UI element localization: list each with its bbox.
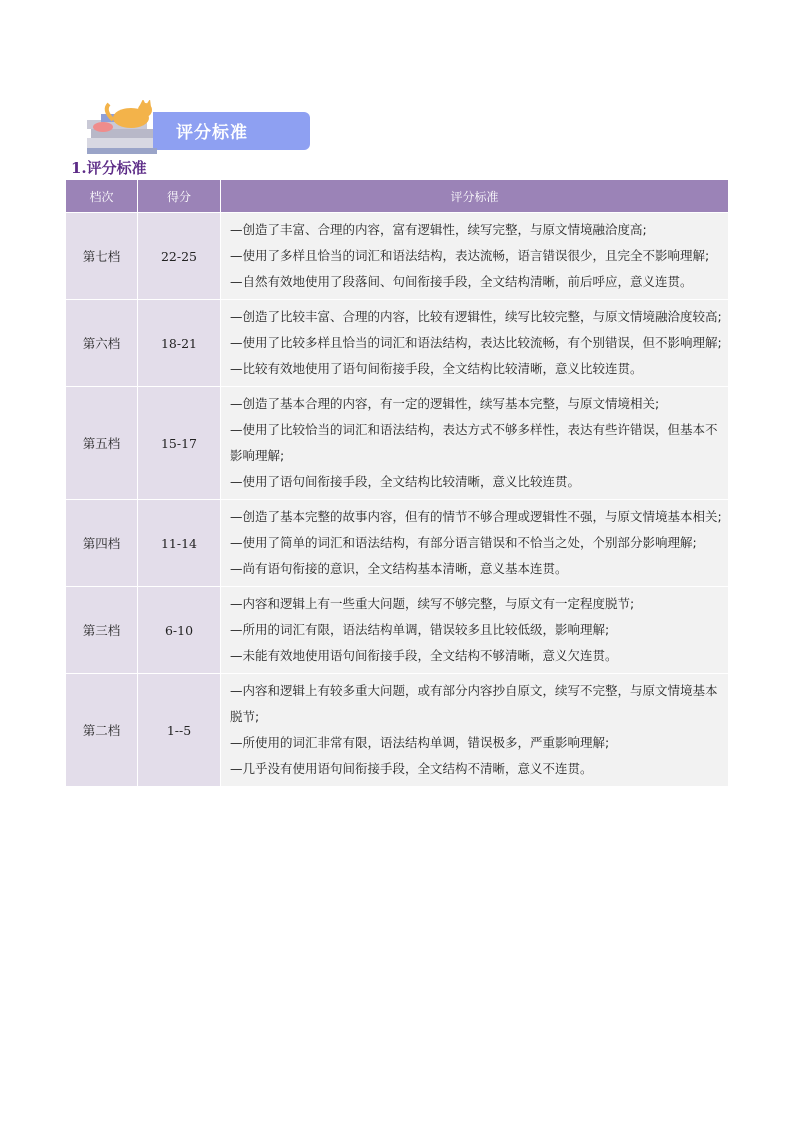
criteria-line: —所用的词汇有限，语法结构单调，错误较多且比较低级，影响理解; bbox=[230, 622, 610, 637]
criteria-line: —尚有语句衔接的意识，全文结构基本清晰，意义基本连贯。 bbox=[230, 561, 568, 576]
criteria-cell bbox=[221, 300, 729, 387]
table-header-row bbox=[66, 180, 729, 213]
banner-title: 评分标准 bbox=[176, 123, 248, 143]
level-cell: 第五档 bbox=[66, 387, 138, 500]
table-row bbox=[66, 387, 729, 500]
criteria-line: —使用了比较恰当的词汇和语法结构，表达方式不够多样性，表达有些许错误，但基本不影响理解; bbox=[230, 422, 718, 463]
criteria-line: —创造了比较丰富、合理的内容，比较有逻辑性，续写比较完整，与原文情境融洽度较高; bbox=[230, 309, 722, 324]
criteria-line: —使用了比较多样且恰当的词汇和语法结构，表达比较流畅，有个别错误，但不影响理解; bbox=[230, 335, 722, 350]
criteria-cell bbox=[221, 387, 729, 500]
level-cell: 第四档 bbox=[66, 500, 138, 587]
criteria-line: —所使用的词汇非常有限，语法结构单调，错误极多，严重影响理解; bbox=[230, 735, 610, 750]
criteria-cell bbox=[221, 674, 729, 787]
criteria-cell bbox=[221, 587, 729, 674]
criteria-line: —使用了语句间衔接手段，全文结构比较清晰，意义比较连贯。 bbox=[230, 474, 581, 489]
criteria-line: —几乎没有使用语句间衔接手段，全文结构不清晰，意义不连贯。 bbox=[230, 761, 593, 776]
score-cell: 22-25 bbox=[138, 213, 221, 300]
criteria-line: —创造了丰富、合理的内容，富有逻辑性，续写完整，与原文情境融洽度高; bbox=[230, 222, 647, 237]
level-cell: 第七档 bbox=[66, 213, 138, 300]
score-cell: 6-10 bbox=[138, 587, 221, 674]
scoring-table bbox=[65, 179, 729, 787]
table-row bbox=[66, 587, 729, 674]
score-cell: 15-17 bbox=[138, 387, 221, 500]
criteria-line: —创造了基本合理的内容，有一定的逻辑性，续写基本完整，与原文情境相关; bbox=[230, 396, 660, 411]
table-row bbox=[66, 674, 729, 787]
table-row bbox=[66, 213, 729, 300]
level-cell: 第三档 bbox=[66, 587, 138, 674]
criteria-line: —创造了基本完整的故事内容，但有的情节不够合理或逻辑性不强，与原文情境基本相关; bbox=[230, 509, 722, 524]
criteria-line: —自然有效地使用了段落间、句间衔接手段，全文结构清晰，前后呼应，意义连贯。 bbox=[230, 274, 693, 289]
criteria-line: —比较有效地使用了语句间衔接手段，全文结构比较清晰，意义比较连贯。 bbox=[230, 361, 643, 376]
criteria-line: —未能有效地使用语句间衔接手段，全文结构不够清晰，意义欠连贯。 bbox=[230, 648, 618, 663]
level-cell: 第六档 bbox=[66, 300, 138, 387]
table-row bbox=[66, 500, 729, 587]
score-cell: 1--5 bbox=[138, 674, 221, 787]
header-criteria: 评分标准 bbox=[221, 180, 729, 213]
criteria-cell bbox=[221, 213, 729, 300]
criteria-line: —使用了简单的词汇和语法结构，有部分语言错误和不恰当之处，个别部分影响理解; bbox=[230, 535, 697, 550]
criteria-line: —内容和逻辑上有一些重大问题，续写不够完整，与原文有一定程度脱节; bbox=[230, 596, 635, 611]
level-cell: 第二档 bbox=[66, 674, 138, 787]
score-cell: 11-14 bbox=[138, 500, 221, 587]
criteria-cell bbox=[221, 500, 729, 587]
criteria-line: —内容和逻辑上有较多重大问题，或有部分内容抄自原文，续写不完整，与原文情境基本脱节; bbox=[230, 683, 718, 724]
header-level: 档次 bbox=[66, 180, 138, 213]
table-row bbox=[66, 300, 729, 387]
section-heading: 1.评分标准 bbox=[71, 159, 147, 177]
score-cell: 18-21 bbox=[138, 300, 221, 387]
books-cat-icon bbox=[83, 100, 165, 156]
criteria-line: —使用了多样且恰当的词汇和语法结构，表达流畅，语言错误很少，且完全不影响理解; bbox=[230, 248, 710, 263]
header-score: 得分 bbox=[138, 180, 221, 213]
